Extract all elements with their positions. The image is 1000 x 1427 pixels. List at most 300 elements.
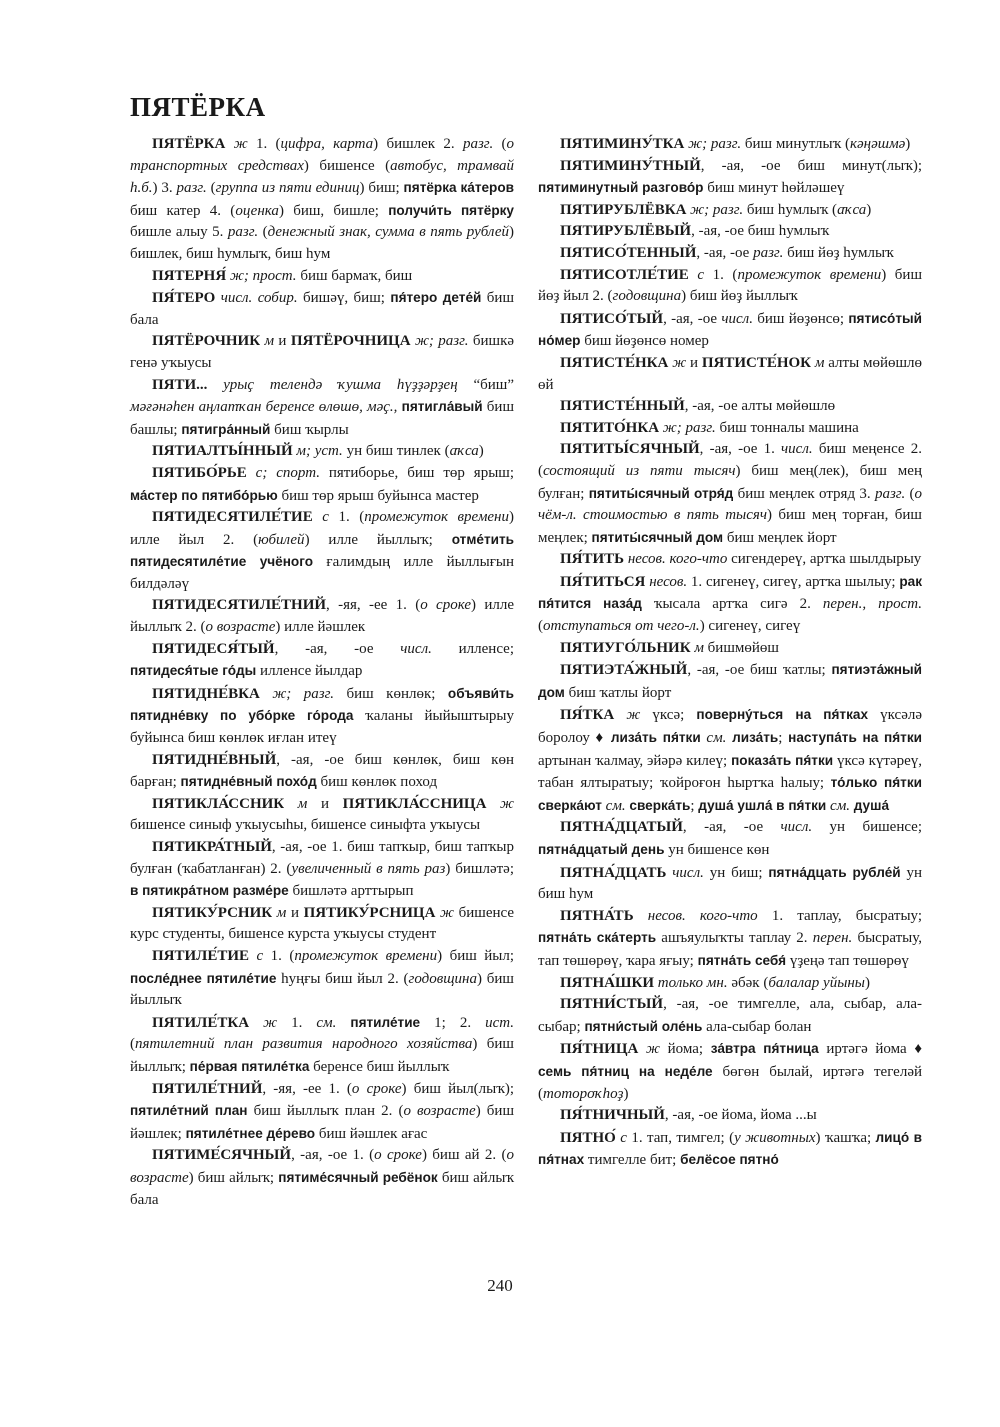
entry-text: , -яя, -ее 1. ( [326, 597, 421, 614]
entry-text: биш көнлөк поход [316, 774, 438, 791]
entry-headword: ПЯТИДНЕ́ВНЫЙ [152, 751, 277, 768]
entry-text: ) [478, 443, 484, 460]
entry-label: аҡса [837, 201, 867, 218]
entry-label: ж [440, 904, 454, 921]
entry-text: сигендереү, артҡа шылдырыу [727, 551, 922, 568]
dictionary-entry [130, 750, 514, 794]
entry-headword: ПЯТЁРОЧНИЦА [290, 333, 411, 350]
entry-example: рак пя́тится наза́д [538, 573, 923, 612]
entry-example: то́лько пя́тки сверка́ют [538, 775, 922, 813]
entry-label: автобус, трамвай һ.б. [130, 157, 514, 197]
entry-text: ) бишләтә; [445, 860, 515, 877]
entry-text: ашъяулыҡты таплау 2. [656, 930, 813, 947]
entry-text: бишмөйөш [703, 639, 779, 656]
entry-label: юбилей [258, 531, 305, 548]
entry-label: пятилетний план развития народного хозяйства [135, 1036, 473, 1053]
entry-label: числ. [721, 310, 753, 327]
entry-label: числ. [400, 640, 432, 657]
entry-label: см. [706, 730, 727, 747]
entry-text: , -ая, -ое [663, 310, 722, 327]
entry-text: ун биш; [703, 864, 769, 881]
entry-label: несов. кого-что [647, 907, 758, 924]
entry-example: пятигра́нный [181, 421, 271, 437]
entry-label: перен., прост. [822, 596, 923, 613]
entry-headword: ПЯТИРУБЛЁВКА [560, 201, 687, 218]
entry-label: м [814, 354, 825, 371]
entry-label: разг. [753, 244, 784, 261]
dictionary-entry [538, 1127, 922, 1172]
entry-text [249, 948, 256, 964]
entry-text: ун биш тинлек ( [342, 443, 450, 460]
entry-example: пятиле́тний план [130, 1103, 248, 1119]
entry-label: промежуток времени [364, 509, 510, 526]
entry-text: , -ая, -ое [682, 819, 781, 836]
entry-label: о сроке [351, 1080, 402, 1097]
entry-text: ( [130, 1036, 135, 1053]
entry-text: ) биш йыл; [437, 947, 515, 964]
entry-headword: ПЯТИ... [152, 376, 208, 393]
entry-label: с [620, 1129, 627, 1146]
entry-label: с [256, 947, 264, 964]
entry-example: пятисо́тый но́мер [538, 310, 922, 349]
entry-headword: ПЯТИДНЕ́ВКА [152, 685, 260, 702]
entry-text: ) ҡашҡа; [815, 1129, 876, 1146]
dictionary-entry [538, 1105, 922, 1127]
entry-label: ж; разг. [414, 333, 469, 350]
entry-example: получи́ть пятёрку [388, 202, 514, 218]
entry-text: биш айлыҡ бала [130, 1169, 514, 1208]
entry-label: с [697, 266, 705, 283]
entry-text: ) биш; [359, 180, 404, 197]
dictionary-entry [130, 903, 514, 946]
entry-text [336, 1015, 350, 1031]
entry-label: о возрасте [130, 1147, 514, 1186]
entry-headword: ПЯТИМЕ́СЯЧНЫЙ [152, 1147, 292, 1164]
entry-headword: ПЯТИСО́ТЕННЫЙ [560, 244, 697, 261]
entry-example: пятигла́вый [401, 399, 483, 415]
entry-label: оценка [235, 202, 279, 219]
entry-text: 1. таплау, бысратыу; [757, 907, 922, 924]
entry-label: перен. [812, 930, 853, 947]
entry-headword: ПЯТИЛЕ́ТНИЙ [152, 1080, 263, 1097]
dictionary-entry [130, 134, 514, 266]
entry-text: ) биш йыллыҡ [130, 970, 514, 1009]
entry-text: и [307, 795, 343, 812]
entry-example: пятиле́тнее де́рево [185, 1125, 316, 1141]
entry-label: урыҫ телендә ҡушма һүҙҙәрҙең [223, 376, 458, 393]
entry-label: мәғәнәһен аңлатҡан беренсе өлөшө, мәҫ., [130, 399, 398, 416]
entry-example: после́днее пятиле́тие [130, 970, 277, 986]
dictionary-entry [538, 418, 922, 440]
dictionary-entry [130, 266, 514, 288]
entry-headword: ПЯТИДЕСЯТИЛЕ́ТИЕ [152, 509, 313, 526]
entry-text: ғалимдың илле йыллығын билдәләү [130, 554, 514, 592]
entry-example: пятиты́сячный отря́д [588, 485, 734, 501]
entry-text: ( [493, 136, 507, 152]
entry-text: ) биш йөҙ йыл 2. ( [538, 266, 922, 305]
entry-label: разг. [462, 136, 494, 152]
entry-label: числ. собир. [220, 290, 298, 307]
entry-text: биш катер 4. ( [130, 202, 236, 219]
entry-text: биш ҡырлы [270, 421, 349, 438]
entry-example: поверну́ться на пя́тках [696, 707, 869, 723]
dictionary-entry [538, 243, 922, 265]
entry-text: бишенсе синыф уҡыусыһы, бишенсе синыфта уҡыусы [130, 817, 481, 834]
entry-headword: ПЯТИСТЕ́НОК [701, 354, 812, 371]
entry-label: разг. [874, 485, 906, 502]
entry-label: м [694, 639, 704, 656]
entry-headword: ПЯТЕРНЯ́ [152, 267, 227, 284]
entry-text: , -ая, -ое [696, 244, 754, 261]
entry-example: пятна́дцать рубле́й [768, 864, 901, 880]
entry-text: ) илле йыл 2. ( [130, 509, 515, 548]
entry-text: үксәлә боролоу ♦ [538, 707, 922, 747]
entry-text: ун биш һум [538, 864, 922, 903]
entry-label: м [264, 333, 275, 350]
entry-label: цифра, карта [280, 136, 374, 152]
entry-text: ) сигенеү, сигеү [699, 618, 801, 635]
entry-example: пятёрка ка́теров [403, 180, 514, 196]
entry-text: , -ая, -ое 1. [699, 441, 782, 458]
entry-headword: ПЯТИБО́РЬЕ [152, 464, 247, 481]
entry-text: бысратыу, тап төшөрөү, ҡара яғыу; [538, 930, 922, 969]
entry-headword: ПЯТНА́ШКИ [560, 974, 655, 991]
entry-headword: ПЯ́ТКА [560, 707, 615, 724]
entry-example: пятидне́вный похо́д [180, 774, 317, 790]
entry-text: ун бишенсе көн [664, 842, 770, 858]
dictionary-entry [538, 659, 922, 704]
entry-text: ала-сыбар болан [702, 1018, 812, 1035]
entry-text: ) илле йыллыҡ; [304, 531, 452, 548]
entry-label: у животных [734, 1129, 816, 1146]
entry-headword: ПЯТИДЕСЯТИЛЕ́ТНИЙ [152, 597, 327, 614]
entry-headword: ПЯТИЛЕ́ТИЕ [152, 947, 250, 964]
entry-headword: ПЯ́ТНИЦА [560, 1041, 639, 1058]
entry-headword: ПЯТИСО́ТЫЙ [560, 310, 664, 327]
entry-text: ) биш йөҙ йыллыҡ [681, 288, 798, 305]
entry-text: биш меңлек йорт [723, 529, 837, 546]
entry-text: биш ҡатлы йорт [564, 684, 672, 701]
entry-headword: ПЯТИСТЕ́НКА [560, 354, 669, 371]
dictionary-entry [130, 375, 514, 442]
page-header-title: ПЯТЁРКА [130, 92, 266, 122]
entry-example: лиза́ть [732, 730, 779, 746]
entry-label: балалар уйыны [768, 974, 865, 991]
entry-text [284, 796, 298, 812]
entry-text: ҡысала артҡа сигә 2. [641, 596, 823, 613]
entry-text: ) биш айлыҡ; [188, 1169, 279, 1186]
entry-text: һуңғы биш йыл 2. ( [276, 970, 409, 987]
entry-text: и [274, 333, 291, 350]
entry-text: ) илле йыллыҡ 2. ( [130, 597, 514, 636]
entry-label: ж [233, 136, 248, 152]
dictionary-entry [130, 639, 514, 683]
entry-example: пе́рвая пятиле́тка [189, 1058, 310, 1074]
entry-text [614, 707, 626, 723]
entry-label: ж [500, 795, 514, 812]
entry-label: ж; прост. [229, 267, 297, 284]
entry-example: в пятикра́тном разме́ре [130, 883, 289, 899]
entry-headword: ПЯТИРУБЛЁВЫЙ [560, 223, 692, 240]
entry-headword: ПЯТНО́ [560, 1129, 616, 1146]
entry-text: , -ая, -ое биш һумлыҡ [691, 223, 830, 240]
entry-label: отступаться от чего-л. [543, 618, 700, 635]
entry-example: пятна́ть ска́терть [538, 930, 657, 946]
entry-text: пятиборье, биш төр ярыш; [319, 464, 514, 481]
entry-text: беренсе биш йыллыҡ [309, 1058, 450, 1075]
entry-label: м; уст. [296, 443, 343, 460]
page-number: 240 [487, 1276, 513, 1295]
dictionary-entry [538, 439, 922, 549]
dictionary-entry [130, 794, 514, 837]
entry-text: , -ая, -ое тимгелле, ала, сыбар, ала-сыбар; [538, 996, 922, 1035]
entry-text: биш йөҙөнсө номер [580, 333, 709, 350]
entry-text [260, 686, 272, 702]
entry-text: , -ая, -ое 1. биш тапҡыр, биш тапҡыр булған (ҡабатланған) 2. ( [130, 839, 514, 877]
dictionary-entry [538, 308, 922, 353]
entry-text: биш төр ярыш буйынса мастер [277, 487, 479, 504]
entry-text [207, 377, 223, 393]
entry-headword: ПЯТИСОТЛЕ́ТИЕ [560, 266, 689, 283]
entry-text [634, 908, 648, 924]
entry-text: ) биш йыллыҡ; [130, 1036, 514, 1075]
dictionary-entry [130, 507, 514, 595]
entry-text: бөгөн былай, иртәгә тегеләй ( [538, 1063, 922, 1102]
entry-text: биш бала [130, 290, 514, 328]
entry-text: ) бишлек, биш һумлыҡ, биш һум [130, 224, 514, 262]
entry-label: с [322, 509, 329, 526]
entry-text: алты мөйөшлө өй [538, 354, 923, 393]
entry-text: биш йыллыҡ план 2. ( [247, 1103, 404, 1120]
dictionary-entry [130, 441, 514, 463]
entry-example: лиза́ть пя́тки [610, 730, 701, 746]
entry-headword: ПЯТНА́ТЬ [560, 907, 634, 924]
entry-text: ) 3. [152, 180, 177, 197]
entry-label: числ. [672, 864, 704, 881]
entry-example: пятиты́сячный дом [591, 529, 724, 545]
entry-label: тотороҡһоҙ [543, 1085, 624, 1102]
right-column [538, 134, 922, 1172]
entry-text: , -ая, -ое алты мөйөшлө [684, 398, 836, 415]
entry-example: душа́ [853, 797, 890, 813]
entry-label: о сроке [420, 597, 472, 614]
entry-text: тимгелле бит; [584, 1152, 681, 1169]
entry-text: үксә күтәреү, табан ялтыратыу; ҡойроғон һыртҡа һалыу; [538, 752, 923, 792]
entry-text: артынан ҡалмау, эйәрә килеү; [538, 752, 732, 769]
entry-text: биш һумлыҡ ( [743, 201, 838, 218]
entry-text: ) биш мең торған, биш меңлек; [538, 507, 922, 546]
entry-text: , -ая, -ое биш минут(лыҡ); [700, 157, 922, 174]
dictionary-entry [538, 265, 922, 308]
entry-example: отме́тить пятидесятиле́тие учёного [130, 531, 514, 570]
entry-headword: ПЯТИЭТА́ЖНЫЙ [560, 662, 688, 679]
entry-text: бишенсе курс студенты, бишенсе курста уҡыусы студент [130, 904, 514, 943]
entry-headword: ПЯТИУГО́ЛЬНИК [560, 639, 691, 656]
entry-text: биш меңенсе 2. ( [538, 441, 923, 479]
dictionary-entry [130, 1012, 514, 1079]
entry-example: ма́стер по пятибо́рью [130, 487, 278, 503]
entry-text: бишәү, биш; [297, 290, 391, 307]
dictionary-entry [538, 906, 922, 973]
entry-headword: ПЯТИДЕСЯ́ТЫЙ [152, 640, 275, 657]
entry-headword: ПЯТНА́ДЦАТЫЙ [560, 819, 683, 836]
dictionary-entry [130, 1145, 514, 1211]
entry-label: числ. [781, 441, 813, 458]
dictionary-entry [538, 221, 922, 243]
entry-example: пятиме́сячный ребёнок [278, 1169, 438, 1185]
dictionary-entry [538, 638, 922, 660]
entry-label: о сроке [374, 1147, 422, 1164]
entry-text: , -яя, -ее 1. ( [262, 1080, 352, 1097]
entry-example: пятиэта́жный дом [538, 662, 922, 700]
dictionary-entry [538, 994, 922, 1038]
dictionary-entry [538, 817, 922, 861]
entry-label: ж; разг. [272, 685, 335, 702]
entry-headword: ПЯТИТЫ́СЯЧНЫЙ [560, 441, 700, 458]
entry-text: 1. [277, 1014, 317, 1031]
entry-label: промежуток времени [294, 947, 438, 964]
entry-example: семь пя́тниц на неде́ле [538, 1063, 713, 1079]
entry-label: несов. кого-что [627, 551, 728, 568]
entry-text: ) биш ай 2. ( [421, 1147, 507, 1164]
entry-example: наступа́ть на пя́тки [788, 730, 922, 746]
dictionary-entry [130, 946, 514, 1012]
entry-example: за́втра пя́тница [710, 1041, 819, 1057]
entry-text: бишкә генә уҡыусы [130, 333, 515, 371]
dictionary-entry [538, 704, 922, 817]
entry-text: ( [206, 180, 216, 197]
entry-text: ) биш йәшлек; [130, 1103, 514, 1142]
entry-text: 1. ( [263, 947, 295, 964]
entry-text: бишләтә арттырып [288, 883, 414, 900]
entry-label: аҡса [449, 443, 479, 460]
entry-headword: ПЯТИКЛА́ССНИЦА [342, 795, 487, 812]
entry-example: пя́теро дете́й [390, 290, 482, 306]
entry-text [313, 509, 323, 525]
entry-label: группа из пяти единиц [215, 180, 360, 197]
dictionary-entry [130, 837, 514, 903]
entry-example: белёсое пятно́ [680, 1152, 779, 1168]
dictionary-entry [130, 287, 514, 331]
dictionary-entry [538, 549, 922, 571]
entry-text: , -ая, -ое 1. ( [291, 1147, 375, 1164]
entry-text: биш йөҙ һумлыҡ [783, 244, 894, 261]
entry-text: ) [866, 201, 872, 218]
entry-label: увеличенный в пять раз [291, 860, 446, 877]
entry-label: м [297, 795, 308, 812]
entry-label: ж; разг. [690, 201, 744, 218]
entry-text: ) [864, 974, 870, 991]
dictionary-entry [538, 353, 922, 396]
entry-label: ж [263, 1014, 278, 1031]
entry-example: пятиминутный разгово́р [538, 180, 704, 196]
entry-text: биш көнлөк; [334, 685, 448, 702]
entry-label: м [276, 904, 287, 921]
entry-headword: ПЯ́ТНИЧНЫЙ [560, 1107, 665, 1124]
entry-text: ; [690, 797, 699, 814]
entry-text: үҙеңә тап төшөрөү [786, 952, 909, 969]
entry-example: пятни́стый оле́нь [584, 1018, 703, 1034]
entry-text: ) [623, 1085, 629, 1102]
entry-text [638, 1041, 646, 1057]
entry-headword: ПЯТИМИНУ́ТКА [560, 136, 685, 152]
dictionary-entry [538, 973, 922, 995]
entry-text: иртәгә йома ♦ [818, 1041, 923, 1058]
entry-label: ж [672, 354, 687, 371]
entry-label: денежный знак, сумма в пять рублей [267, 224, 509, 241]
entry-text: ҡаланы йыйыштырыу буйынса биш көнлөк иғлан итеү [130, 708, 515, 747]
entry-example: сверка́ть [629, 797, 691, 813]
entry-label: см. [605, 797, 626, 814]
entry-headword: ПЯТИСТЕ́ННЫЙ [560, 398, 685, 415]
entry-text: ( [905, 485, 915, 502]
entry-example: душа́ ушла́ в пя́тки [698, 797, 827, 813]
left-column [130, 134, 514, 1211]
entry-text: үксә; [640, 707, 697, 724]
entry-label: разг. [227, 224, 259, 241]
entry-text: ун бишенсе; [812, 819, 923, 836]
entry-headword: ПЯТЁРКА [152, 136, 226, 152]
entry-text: 1. ( [247, 136, 281, 152]
entry-text: , -ая, -ое биш ҡатлы; [687, 662, 832, 679]
entry-text: биш бармаҡ, биш [296, 267, 413, 284]
dictionary-entry [130, 1079, 514, 1146]
entry-text: 1. ( [328, 509, 365, 526]
entry-text: биш минут һөйләшеү [703, 180, 845, 197]
entry-label: о возрасте [403, 1103, 476, 1120]
dictionary-entry [538, 134, 922, 156]
entry-text: ) [905, 136, 911, 152]
entry-label: ж; разг. [662, 419, 716, 436]
entry-text: ) бишлек 2. [373, 136, 463, 152]
entry-headword: ПЯТИКУ́РСНИЦА [303, 904, 436, 921]
entry-text: 1. тап, тимгел; ( [626, 1129, 735, 1146]
entry-headword: ПЯТНИ́СТЫЙ [560, 996, 664, 1013]
entry-headword: ПЯТИАЛТЫ́ННЫЙ [152, 443, 293, 460]
entry-text: 1. ( [704, 266, 738, 283]
entry-text [247, 465, 256, 481]
entry-label: кәңәшмә [849, 136, 906, 152]
entry-text: ( [538, 618, 543, 635]
entry-text: биш тонналы машина [715, 419, 859, 436]
dictionary-entry [538, 396, 922, 418]
entry-text: ; [778, 730, 789, 747]
entry-text: биш башлы; [130, 399, 514, 438]
entry-text [486, 796, 500, 812]
dictionary-entry [130, 595, 514, 638]
entry-text: и [686, 354, 702, 371]
entry-text: ) илле йәшлек [275, 619, 366, 636]
entry-text: илленсе йылдар [256, 663, 363, 680]
entry-text: , -ая, -ое биш көнлөк, биш көн барған; [130, 751, 514, 791]
entry-text: биш меңлек отряд 3. [733, 485, 875, 502]
entry-label: ж [646, 1041, 660, 1058]
dictionary-entry [130, 463, 514, 507]
dictionary-entry [538, 862, 922, 906]
entry-example: пятна́ть себя́ [697, 952, 787, 968]
entry-headword: ПЯТИКРА́ТНЫЙ [152, 839, 272, 855]
entry-label: годовщина [612, 288, 682, 305]
entry-text: биш минутлыҡ ( [741, 136, 850, 152]
entry-example: показа́ть пя́тки [731, 752, 834, 768]
entry-label: состоящий из пяти тысяч [543, 462, 736, 479]
entry-headword: ПЯ́ТИТЬСЯ [560, 573, 646, 590]
entry-example: объяви́ть пятидне́вку по убо́рке го́рода [130, 685, 514, 724]
dictionary-entry [538, 571, 922, 638]
entry-headword: ПЯТИКУ́РСНИК [152, 904, 273, 921]
entry-text [225, 136, 233, 152]
entry-text: ) биш мең(лек), биш мең булған; [538, 462, 922, 502]
